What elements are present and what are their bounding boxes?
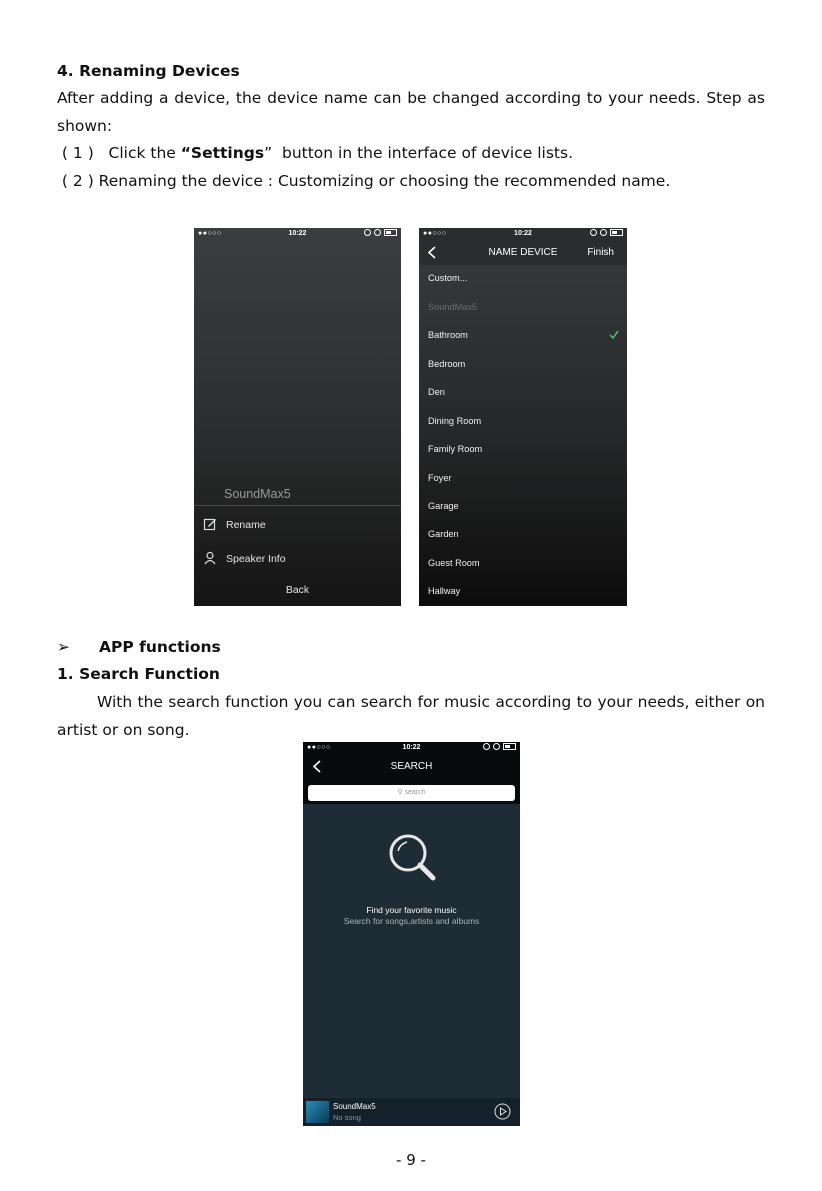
finish-button[interactable]: Finish bbox=[587, 247, 614, 258]
search-header bbox=[303, 742, 520, 804]
alarm-icon bbox=[374, 229, 381, 236]
now-playing-song: No song bbox=[333, 1113, 361, 1122]
carrier-signal: ●●○○○ bbox=[307, 744, 331, 751]
status-bar bbox=[303, 742, 520, 754]
lock-icon bbox=[483, 743, 490, 750]
bullet-arrow: ➢ bbox=[57, 638, 70, 656]
rename-button[interactable] bbox=[194, 513, 401, 539]
status-time: 10:22 bbox=[288, 230, 307, 237]
empty-subtitle: Search for songs,artists and albums bbox=[343, 916, 480, 926]
name-option[interactable]: Den bbox=[428, 387, 445, 397]
search-placeholder: search bbox=[404, 789, 426, 796]
carrier-signal: ●●○○○ bbox=[423, 230, 447, 237]
alarm-icon bbox=[493, 743, 500, 750]
name-option[interactable]: Dining Room bbox=[428, 416, 482, 426]
name-option[interactable]: Guest Room bbox=[428, 558, 480, 568]
name-option[interactable]: Hallway bbox=[428, 586, 461, 596]
nav-title: NAME DEVICE bbox=[488, 247, 558, 258]
search-heading: 1. Search Function bbox=[57, 665, 220, 683]
speaker-info-button[interactable] bbox=[194, 547, 401, 573]
status-time: 10:22 bbox=[402, 744, 421, 751]
search-small-icon: ⚲ bbox=[397, 789, 405, 796]
magnifier-icon bbox=[387, 832, 437, 882]
nav-bar bbox=[419, 240, 627, 265]
play-icon[interactable] bbox=[494, 1103, 511, 1120]
name-option[interactable]: Bedroom bbox=[428, 359, 466, 369]
now-playing-device: SoundMax5 bbox=[333, 1102, 376, 1111]
empty-title: Find your favorite music bbox=[366, 905, 457, 915]
battery-icon bbox=[384, 229, 397, 236]
search-line-1: With the search function you can search for music according to your needs, either on bbox=[97, 693, 765, 711]
lock-icon bbox=[590, 229, 597, 236]
alarm-icon bbox=[600, 229, 607, 236]
name-option[interactable]: Foyer bbox=[428, 473, 452, 483]
album-art bbox=[306, 1101, 329, 1123]
step-2: ( 2 ) Renaming the device : Customizing or choosing the recommended name. bbox=[57, 172, 671, 190]
name-option[interactable]: Garage bbox=[428, 501, 459, 511]
step-1-prefix: ( 1 ) Click the bbox=[57, 144, 181, 162]
section-heading: 4. Renaming Devices bbox=[57, 62, 240, 80]
search-title: SEARCH bbox=[390, 761, 433, 772]
intro-line-1: After adding a device, the device name can be changed according to your needs. Step as bbox=[57, 89, 765, 107]
status-bar bbox=[194, 228, 401, 240]
user-icon bbox=[203, 551, 217, 565]
name-option[interactable]: SoundMax5 bbox=[428, 302, 478, 312]
intro-line-2: shown: bbox=[57, 117, 113, 135]
name-option[interactable]: Family Room bbox=[428, 444, 483, 454]
name-device-screenshot bbox=[419, 228, 627, 606]
search-screenshot bbox=[303, 742, 520, 1126]
battery-icon bbox=[610, 229, 623, 236]
status-icons bbox=[483, 743, 516, 750]
status-time: 10:22 bbox=[514, 230, 532, 237]
search-input[interactable] bbox=[308, 785, 515, 801]
now-playing-bar[interactable] bbox=[303, 1098, 520, 1126]
edit-icon bbox=[203, 517, 217, 531]
name-option[interactable]: Custom... bbox=[428, 273, 468, 283]
back-button[interactable]: Back bbox=[285, 584, 310, 596]
status-icons bbox=[364, 229, 397, 236]
step-1 bbox=[57, 140, 573, 167]
page-number: - 9 - bbox=[396, 1151, 426, 1169]
speaker-info-label: Speaker Info bbox=[226, 553, 286, 565]
step-1-suffix: ” button in the interface of device lists. bbox=[264, 144, 573, 162]
search-line-2: artist or on song. bbox=[57, 721, 190, 739]
status-bar bbox=[419, 228, 627, 240]
rename-label: Rename bbox=[226, 519, 266, 531]
name-option[interactable]: Garden bbox=[428, 529, 459, 539]
battery-icon bbox=[503, 743, 516, 750]
carrier-signal: ●●○○○ bbox=[198, 230, 222, 237]
status-icons bbox=[590, 229, 623, 236]
device-name: SoundMax5 bbox=[224, 487, 291, 501]
checkmark-icon bbox=[609, 330, 619, 339]
step-1-settings: “Settings bbox=[180, 144, 265, 162]
settings-screenshot bbox=[194, 228, 401, 606]
divider bbox=[194, 505, 401, 506]
app-functions-heading: APP functions bbox=[99, 638, 221, 656]
lock-icon bbox=[364, 229, 371, 236]
name-option[interactable]: Bathroom bbox=[428, 330, 468, 340]
